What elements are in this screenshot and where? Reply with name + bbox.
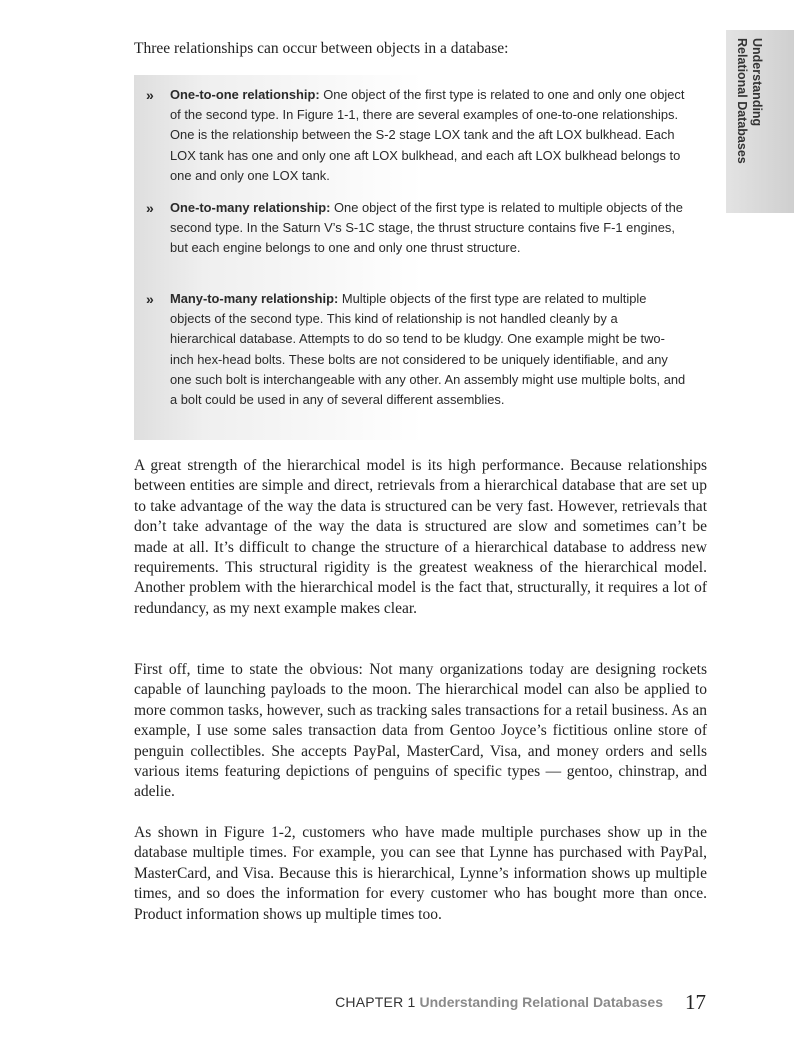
paragraph-figure-reference: As shown in Figure 1-2, customers who have made multiple purchases show up in the database multiple times. For example, you can see that Lynne has purchased with PayPal, MasterCard, and Visa. Because this is hierarchical, Lynne’s information shows up multiple times, and so does the information for every customer who has bought more than once. Product information shows up multiple times too. xyxy=(134,824,707,923)
term-description: Multiple objects of the first type are related to multiple objects of the second type. This kind of relationship is not handled cleanly by a hierarchical database. Attempts to do so tend to be kludgy. One example might be two-inch hex-head bolts. These bolts are not considered to be uniquely identifiable, and any one such bolt is interchangeable with any other. An assembly might use multiple bolts, and a bolt could be used in any of several different assemblies. xyxy=(170,291,686,408)
term-label: One-to-one relationship: xyxy=(170,87,320,102)
relationship-item-one-to-one xyxy=(146,85,686,186)
side-tab-line-1: Understanding xyxy=(750,38,764,127)
footer-chapter: CHAPTER 1 xyxy=(335,994,416,1010)
term-label: One-to-many relationship: xyxy=(170,200,331,215)
relationship-item-many-to-many xyxy=(146,289,686,410)
side-tab-line-2: Relational Databases xyxy=(735,38,749,164)
footer-chapter-title: Understanding Relational Databases xyxy=(419,994,663,1010)
term-label: Many-to-many relationship: xyxy=(170,291,339,306)
paragraph-hierarchical-performance: A great strength of the hierarchical model is its high performance. Because relationships between entities are simple and direct, retrievals from a hierarchical database that are set up to take advantage of the way the data is structured can be very fast. However, retrievals that don’t take advantage of the way the data is structured are slow and sometimes can’t be made at all. It’s difficult to change the structure of a hierarchical database to address new requirements. This structural rigidity is the greatest weakness of the hierarchical model. Another problem with the hierarchical model is the fact that, structurally, it requires a lot of redundancy, as my next example makes clear. xyxy=(134,457,707,617)
term-description: One object of the first type is related to one and only one object of the second type. In Figure 1-1, there are several examples of one-to-one relationships. One is the relationship between the S-2 stage LOX tank and the aft LOX bulkhead. Each LOX tank has one and only one aft LOX bulkhead, and each aft LOX bulkhead belongs to one and only one LOX tank. xyxy=(170,87,685,183)
double-chevron-icon: » xyxy=(146,291,154,307)
double-chevron-icon: » xyxy=(146,200,154,216)
term-description: One object of the first type is related to multiple objects of the second type. In the Saturn V’s S-1C stage, the thrust structure contains five F-1 engines, but each engine belongs to one and only one thrust structure. xyxy=(170,200,683,256)
page-footer xyxy=(0,990,706,1015)
double-chevron-icon: » xyxy=(146,87,154,103)
paragraph-retail-example: First off, time to state the obvious: Not many organizations today are designing rockets capable of launching payloads to the moon. The hierarchical model can also be applied to more common tasks, however, such as tracking sales transactions for a retail business. As an example, I use some sales transaction data from Gentoo Joyce’s fictitious online store of penguin collectibles. She accepts PayPal, MasterCard, Visa, and money orders and sells various items featuring depictions of penguins of specific types — gentoo, chinstrap, and adelie. xyxy=(134,661,707,801)
side-tab-label xyxy=(734,38,764,164)
intro-text: Three relationships can occur between objects in a database: xyxy=(134,40,509,57)
relationship-item-one-to-many xyxy=(146,198,686,259)
page-number: 17 xyxy=(685,990,706,1014)
